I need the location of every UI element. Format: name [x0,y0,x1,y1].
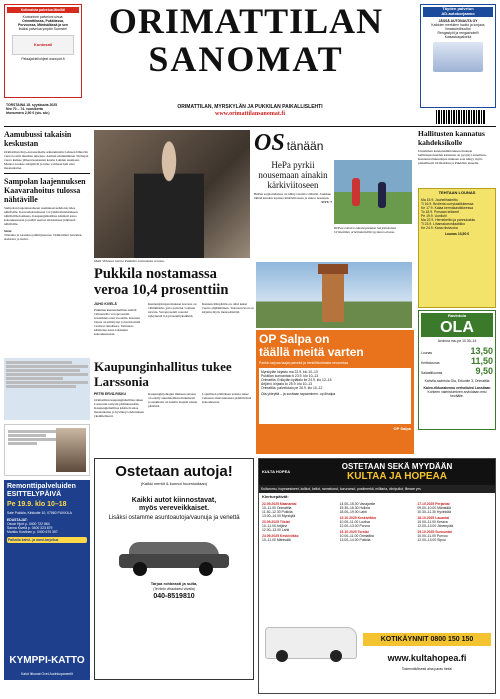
main-byline: JUHO KIVELÄ [94,302,117,306]
lunch-item: Ke 17.9. Kalaa kermakastikkeessa [421,205,474,210]
ad-top-left-headline: Kotimaista palvelua lähellä! [7,7,79,13]
ad-top-right[interactable] [420,4,496,108]
ad-top-left-line: Kuntorinne palveluni sinua: [22,15,64,19]
left-info-box [4,358,90,420]
story1-title[interactable]: Aamubussi takaisin keskustan [4,130,72,148]
ad-top-left-line: Porvoossa, Mäntsälässä ja sen [18,23,68,27]
text-line [8,434,46,437]
lunch-item: Ma 22.9. Hernekeitto ja pannukakku [421,217,476,222]
ravintola-header [421,313,493,337]
auto-footer-1: Tarjoa rohkeasti ja sulta, [150,580,198,586]
kymppi-rep: Markku Kostinen p. 0400 670 397 [7,530,58,534]
kulta-col [417,502,492,542]
kulta-entry: 12.00–13.00 Järvenpää [417,523,453,528]
text-line [6,377,63,380]
car-image [119,532,229,576]
text-line [6,373,88,376]
price-label: Keittolounas [421,360,440,365]
ad-top-right-title-1: Täyden palvelun [423,7,493,12]
portrait-image [56,428,86,472]
lunch-item: To 18.9. Porsaan leikkeet [421,209,460,214]
issue-number: Nro 70 – 74. vuosikerta [6,107,43,111]
lunch-box [418,188,496,308]
salpa-title-2: täällä meitä varten [259,345,364,359]
lunch-item: Ti 16.9. Broileria currykastikkeessa [421,201,474,206]
salpa-brand: OP Salpa [393,426,411,431]
masthead-tagline: ORIMATTILAN, MYRSKYLÄN JA PUKKILAN PAIKALLISLEHTI [177,104,323,110]
salpa-schedule-item: Orimattila, palvelutalo pe 26.9. klo 10–12 [261,386,323,390]
lunch-item: Pe 19.9. Uunilohi [421,213,447,218]
price-value: 11,50 [470,355,493,366]
lunch-item: Ma 15.9. Jauhelihakeitto [421,197,458,202]
k-body-col2: Kaupunginjohtajan mukaan asiassa on edetty suunnitelman mukaisesti ja asukkaita on kuultu laajasti ennen päätöstä. [148,392,198,408]
lunch-price: Lounas 13,50 € [444,231,470,236]
ravintola-title: Ravintola [447,313,466,318]
main-body-col1: Pukkilan kunnanhallitus esittää valtuustolle veroprosentin nostamista ensi vuodelle. Kunnan talous on kiristynyt ja investoinnit vaativat rahoitusta. Valtuusto käsittelee asiaa lokakuun kokouksessaan. [94,308,141,336]
k-byline: PETRI ERVÄ-RISKU [94,392,126,396]
kulta-entry: 22.09.2025 Maanantai [262,501,297,506]
left-column [4,130,90,355]
kulta-col [340,502,415,542]
ravintola-hours: Avoinna ma–pe 10.30–14 [437,338,477,343]
kymppi-title: Remonttipalveluiden ESITTELYPÄIVÄ [7,483,76,498]
story2-title[interactable]: Sampolan laajennuksen Kaavarahoitus tulossa nähtäville [4,177,86,204]
kulta-entry: 24.09.2025 Keskiviikko [262,533,299,538]
kulta-entry: 10–11.00 Mäntsälä [262,537,291,542]
op-salpa-ad[interactable] [256,330,414,454]
kulta-web[interactable]: www.kultahopea.fi [387,653,467,663]
auto-line-3: Lisäksi ostamme asuntoautoja/vaunuja ja venettä [108,514,240,521]
kulta-entry: 17.10.2025 Perjantai [417,501,450,506]
masthead [86,2,406,102]
lunch-item: Ke 24.9. Kana-riisivuoka [421,225,458,230]
kymppi-rep: Oscar Hjort p. 0400 722 864 [7,522,50,526]
ad-top-right-image [433,42,483,72]
motorhome-image [265,627,357,659]
kulta-entry: 10.30–11.30 Hyvinkää [417,509,451,514]
os-logo-suffix: tänään [286,139,324,153]
right-story [418,130,496,186]
ad-top-right-line: Rengastyöt ja rengashotelli [437,30,479,35]
kymppi-katto-ad[interactable] [4,480,90,680]
text-line [6,369,80,372]
person-silhouette [134,140,204,258]
salpa-schedule [259,368,411,424]
ad-top-right-line: Ilmastointihuollot [445,26,471,31]
ostetaan-autoja-ad[interactable] [94,458,254,680]
kulta-entry: 15.10.2025 Keskiviikko [339,515,377,520]
salpa-title-1: OP Salpa on [259,332,330,346]
auto-sub: (Kaikki merkit & kunnot huomioidaan) [140,481,208,486]
auto-phone[interactable]: 040-8519810 [153,592,195,600]
os-tanaan [254,130,412,258]
lunch-item: Ti 23.9. Lihamakaronilaatikko [421,221,465,226]
kulta-entry: 12.00–13.00 Porvoo [339,523,371,528]
text-line [8,438,56,441]
ad-top-right-offer: JÄSSÄ AUTONAUTA OY [438,18,478,23]
price-value: 9,50 [475,365,493,376]
kymppi-badge: Paikalla kahvi- ja nami-tarjoilua [7,537,87,543]
kulta-title-2: KULTAA JA HOPEAA [347,471,447,482]
kulta-entry: 23.09.2025 Tiistai [262,519,290,524]
kymppi-rep: Sanna Kivelä p. 0400 323 879 [7,526,53,530]
kulta-entry: 18.10.2025 Lauantai [417,515,450,520]
story2-body: Sampolan laajennusalueen asemakaavaehdotus tulee nähtäville. Kaavaehdotuksesta voi jättää muistutuksen nähtävilläoloaikana. Kaupunginhallitus käsitteli asiaa kokouksessaan ja päätti asettaa ehdotuksen julkisesti nähtäville. [4,206,78,226]
kulta-entry: 10.00–11.00 Orimattila [339,533,374,538]
auto-footer-2: (Tei tieto vihauksesi viivalla) [153,586,195,591]
right-story-title[interactable]: Hallitusten kannatus kahdeksikolle [418,130,485,147]
kulta-entry: 09.00–10.00 Mäntsälä [417,505,451,510]
kulta-entry: 12.00–13.00 Lahti [262,527,290,532]
kulta-entry: 10.00–11.00 Kerava [417,519,448,524]
kymppi-brand-sub: Katot liikunat Ovet Aurinkopaneelit [21,672,73,676]
kulta-entry: 13.00–14.00 Myrskylä [262,513,296,518]
ad-top-left-line: lisäksi palvelua ympäri Suomen! [18,27,68,31]
ad-top-left-line: Orimattilassa, Pukkilassa, [22,19,64,23]
left-col-rule [4,173,90,174]
main-photo [94,130,250,258]
lunch-title: TEHTAAN LOUNAS [438,190,476,195]
kulta-entry: 10.00–11.00 Loviisa [339,519,370,524]
auto-line-2: myös vereveikkaiset. [138,504,210,512]
kulta-entry: 12.00–13.00 Sipoo [417,537,446,542]
right-story-body: Uusimman kannatusmittauksen mukaan hallituspuolueiden kannatus on pysynyt ennallaan. Kunnanvaltuutettujen mukaan asia näkyy myös paikallisesti Orimattilan ja Pukkilan alueella. [418,149,487,165]
kulta-entry: 14.00–15.00 Vanajantie [339,501,376,506]
kulta-brand: KULTA HOPEA [262,468,291,474]
more-label: Sivut [4,229,12,233]
kulta-col [262,502,337,542]
ad-top-left[interactable] [4,4,82,98]
price-label: Lounas [421,350,433,355]
tower-photo [256,262,412,328]
kymppi-date: Pe 19.9. klo 10–18 [7,501,67,508]
barcode [436,110,486,124]
kulta-hopea-ad[interactable] [258,458,496,694]
ola-footer: Kahvila-ravintola Ola, Erkontie 3, Orimattila [424,378,490,383]
os-logo: OS [254,130,285,156]
kymppi-place: Sale Pukkila, Kirkkotie 10, 07560 PUKKILA [7,511,72,515]
k-headline[interactable]: Kaupunginhallitus tukee Larssonia [94,359,232,389]
k-body-col3: Lopullisen päätöksen asiasta tekee valtuusto marraskuussa pidettävässä kokouksessa. [202,392,252,404]
text-line [8,442,37,445]
kulta-entry: 11.30–12.30 Pukkila [262,509,293,514]
kulta-entry: 10–11.00 Orimattila [262,505,292,510]
kulta-entry: 15.30–16.30 Hollola [339,505,370,510]
kulta-title-1: OSTETAAN SEKÄ MYYDÄÄN [341,462,453,471]
kulta-entry: 10–11.00 Artjärvi [262,523,288,528]
salpa-sub: Pankin tarjoaa laajat palvelut ja henkilökohtaista neuvontaa [259,361,348,365]
price-label: Salaattilounas [421,370,443,375]
issue-price: Irtonumero 2,90 € (sis. alv.) [6,111,50,115]
story1-body: Orimattilan linja-autoasemalle arkiaamuisin Lahteen lähtevän vuoron reitti muuttuu taiteissa. Aamun ensimmäinen 30-linjan vuoro kulkee jälleen keskustan kautta Lahden suuntaan. Muutos koskee arkipäiviä ja tulee voimaan heti ensi maanantaina. [4,150,89,170]
main-photo-caption: Matti Virkonen kertoo Pukkilan nostamasta verosta. [94,259,165,263]
masthead-title-2: SANOMAT [148,39,344,79]
kulta-schedule [259,502,495,542]
kulta-entry: 13.00–14.00 Pukkila [339,537,371,542]
kulta-entry: 18.00–19.00 Lahti [339,509,367,514]
salpa-schedule-item: Orimattila, Erkkylän kylätalo ke 24.9. klo 12–15 [261,378,332,382]
price-list [421,346,493,376]
kymppi-edustajat: EDUSTAJAT: [7,518,28,522]
kulta-footnote: Todennäköisesti aina paras hinta! [401,667,453,671]
hepa-photo [334,160,412,224]
main-headline[interactable]: Pukkila nostamassa veroa 10,4 prosenttiin [94,266,229,298]
auto-line-1: Kaikki autot kiinnostavat, [131,496,217,504]
kulta-entry: 10.00–11.00 Porvoo [417,533,448,538]
kulta-phone[interactable]: KOTIKÄYNNIT 0800 150 150 [363,633,491,646]
ad-top-left-brand: Kuntosali [33,41,53,47]
text-line [6,361,72,364]
hepa-page: SIVU 7 [321,200,332,204]
ad-top-left-logo [12,35,74,55]
ad-top-right-line: Katsastuspalvelut [444,34,472,39]
text-line [6,385,76,388]
hepa-photo-caption: HePan miesten edustusjoukkue harjoituksissa Orimattilan urheilukentällä syyskuun alussa. [334,226,397,234]
extra-title: Kaivo-rikkorakennu verhoiluksi Lassilaan [423,385,491,390]
hepa-title[interactable]: HePa pyrkii nousemaan ainakin kärkiviitoseen [258,160,328,190]
left-portrait [4,424,90,476]
price-value: 13,50 [470,345,493,356]
text-line [6,381,88,384]
masthead-meta [6,103,86,123]
salpa-footer: Ota yhteyttä – ja sovitaan tapaaminen. op.fi/salpa [261,392,336,396]
kulta-header [259,459,495,485]
masthead-rule [4,126,496,127]
extra-body: Kohteen valmistuminen arvioidaan ensi keväälle. [427,389,487,398]
text-line [8,430,56,433]
salpa-schedule-item: Pukkilan kunnantalo ti 23.9. klo 10–13 [261,374,319,378]
ad-top-right-title-2: AD-autokorjaamo [423,12,493,17]
ad-top-left-contact: Pelaajat:tel/ohjeet www.pkt.fi [21,57,65,61]
k-body-col1: Orimattilan kaupunginhallitus tukee Larssonin esitystä päätöksessään. Kaupunginhallitus käsitteli asiaa maanantaina ja hyväksyi ehdotuksen yksimielisesti. [94,398,144,418]
kymppi-brand: KYMPPI-KATTO [9,655,85,666]
kulta-entry: 19.10.2025 Sunnuntai [417,529,452,534]
text-line [6,365,88,368]
salpa-schedule-item: Artjärvi, kirjasto to 25.9. klo 10–13 [261,382,313,386]
salpa-schedule-item: Myrskylän kirjasto ma 22.9. klo 10–13 [261,370,318,374]
hepa-body: HePan sarjaotteluissa on nähty tasaista vääntöä. Joukkue tähtää kauden lopussa kärkiviitoseen ja uskoo nousuun. [254,192,331,200]
masthead-url[interactable]: www.orimattilansanomat.fi [215,111,285,117]
auto-title: Ostetaan autoja! [115,463,233,480]
kulta-entry: 16.10.2025 Torstai [339,529,369,534]
issue-date: TORSTAINA 18. syyskuuta 2025 [6,103,58,107]
main-body-col3: Kunnan tilinpäätös on ollut kaksi vuotta alijäämäinen. Talousarvioon on kirjattu myös menosäästöjä. [202,302,254,314]
more-text: Tiistaina ja torstaina pääkirjastossa, Orimattilan Sanomat. Aukiolot ja tiedot. [4,233,83,241]
kulta-sub: Kultaromu, hopeaesineet, kolikot, kellot, rannekorut, koruromut, postimerkit, militaria, viinipullot, filmare ym. [259,485,495,493]
ravintola-ola-ad[interactable] [418,310,496,430]
main-body-col2: Kunnanjohtajan mukaan korotus on välttämätön, jotta palvelut voidaan turvata. Veroprosentti nousisi nykyisestä 0,4 prosenttiyksikköä. [148,302,197,318]
ad-top-right-line: Kaikkien merkkien huolto ja korjaus [431,22,485,27]
ravintola-name: OLA [440,318,474,336]
masthead-title-1: ORIMATTILAN [108,1,384,41]
kulta-schedule-title: Kiertuepäivät: [262,494,289,499]
